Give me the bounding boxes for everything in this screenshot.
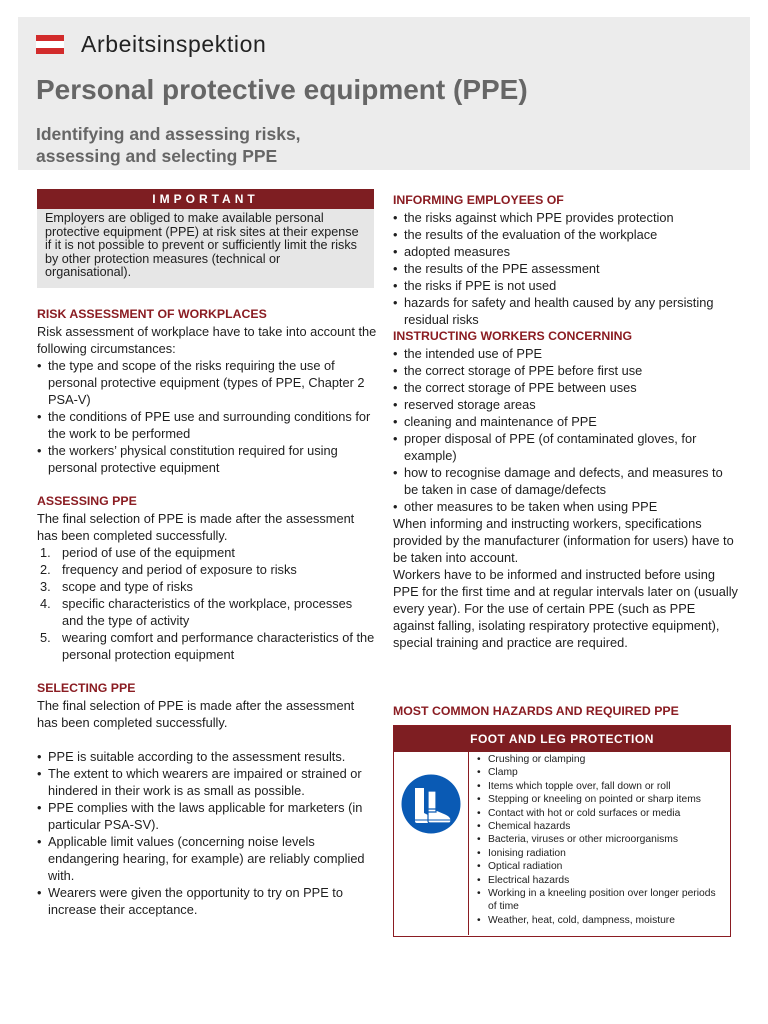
list-number: 4. — [40, 595, 51, 611]
list-item: • The extent to which wearers are impaired or strained or hindered in their work is as small as possible. — [37, 765, 377, 799]
subtitle-line: assessing and selecting PPE — [36, 146, 278, 166]
instructing-paragraph: Workers have to be informed and instructed before using PPE for the first time and at regular intervals later on (usually every year). For the use of certain PPE (such as PPE against falling, isolating respiratory protective equipment), special training and practice are required. — [393, 567, 738, 650]
list-number: 3. — [40, 578, 51, 594]
list-text: specific characteristics of the workplace, processes and the type of activity — [62, 595, 353, 628]
assessing-ppe-intro: The final selection of PPE is made after the assessment has been completed successfully. — [37, 510, 355, 543]
list-item: • reserved storage areas — [393, 396, 738, 413]
list-text: scope and type of risks — [62, 578, 193, 594]
informing-heading: INFORMING EMPLOYEES OF — [393, 193, 564, 207]
list-text: period of use of the equipment — [62, 544, 235, 560]
list-item — [37, 561, 377, 578]
austrian-flag-icon — [36, 35, 64, 54]
list-item: • Working in a kneeling position over longer periods of time — [477, 887, 724, 914]
list-item: • the correct storage of PPE between uses — [393, 379, 738, 396]
list-item: • Applicable limit values (concerning noise levels endangering hearing, for example) are reliably complied with. — [37, 833, 377, 884]
list-item: • the results of the evaluation of the workplace — [393, 226, 738, 243]
hazards-heading: MOST COMMON HAZARDS AND REQUIRED PPE — [393, 704, 679, 718]
list-number: 5. — [40, 629, 51, 645]
important-label: IMPORTANT — [37, 189, 374, 209]
list-number: 2. — [40, 561, 51, 577]
list-item: • Clamp — [477, 766, 724, 779]
instructing-paragraph: When informing and instructing workers, specifications provided by the manufacturer (information for users) have to be taken into account. — [393, 516, 734, 565]
list-item: • the correct storage of PPE before first use — [393, 362, 738, 379]
list-item: • adopted measures — [393, 243, 738, 260]
risk-assessment-intro: Risk assessment of workplace have to take into account the following circumstances: — [37, 323, 377, 356]
list-item: • Wearers were given the opportunity to try on PPE to increase their acceptance. — [37, 884, 377, 918]
risk-assessment-list — [37, 357, 377, 476]
selecting-ppe-heading: SELECTING PPE — [37, 680, 136, 695]
list-item: • Contact with hot or cold surfaces or media — [477, 807, 724, 820]
list-item: • Weather, heat, cold, dampness, moisture — [477, 914, 724, 927]
left-column — [37, 189, 377, 918]
risk-assessment-heading: RISK ASSESSMENT OF WORKPLACES — [37, 306, 267, 321]
assessing-ppe-heading: ASSESSING PPE — [37, 493, 137, 508]
list-item: • Items which topple over, fall down or roll — [477, 780, 724, 793]
hazards-table — [393, 725, 731, 937]
selecting-ppe-intro: The final selection of PPE is made after the assessment has been completed successfully. — [37, 697, 355, 730]
assessing-ppe-list — [37, 544, 377, 663]
hazards-table-header: FOOT AND LEG PROTECTION — [394, 726, 730, 752]
list-text: wearing comfort and performance characteristics of the personal protection equipment — [62, 629, 375, 662]
selecting-ppe-list — [37, 748, 377, 918]
instructing-list — [393, 345, 738, 515]
list-item: • the workers’ physical constitution required for using personal protective equipment — [37, 442, 377, 476]
list-item — [37, 629, 377, 663]
important-text: Employers are obliged to make available personal protective equipment (PPE) at risk sites at their expense if it is not possible to prevent or sufficiently limit the risks by other protection measures (technical or organisational). — [45, 211, 359, 280]
subtitle-line: Identifying and assessing risks, — [36, 124, 301, 144]
informing-list — [393, 209, 738, 328]
brand-name: Arbeitsinspektion — [81, 31, 267, 57]
list-item: • Stepping or kneeling on pointed or sharp items — [477, 793, 724, 806]
list-item: • proper disposal of PPE (of contaminated gloves, for example) — [393, 430, 738, 464]
list-item: • other measures to be taken when using PPE — [393, 498, 738, 515]
brand — [36, 31, 266, 58]
list-item: • Optical radiation — [477, 860, 724, 873]
safety-boot-icon — [398, 771, 464, 837]
list-item: • Bacteria, viruses or other microorganisms — [477, 833, 724, 846]
list-item: • the conditions of PPE use and surrounding conditions for the work to be performed — [37, 408, 377, 442]
list-text: frequency and period of exposure to risks — [62, 561, 297, 577]
page-subtitle — [36, 123, 301, 167]
list-item: • PPE complies with the laws applicable for marketers (in particular PSA-SV). — [37, 799, 377, 833]
hazards-list — [469, 752, 730, 935]
list-item — [37, 578, 377, 595]
list-item: • Electrical hazards — [477, 874, 724, 887]
list-item: • the intended use of PPE — [393, 345, 738, 362]
list-item — [37, 544, 377, 561]
list-item — [37, 595, 377, 629]
list-item: • Crushing or clamping — [477, 753, 724, 766]
list-item: • PPE is suitable according to the assessment results. — [37, 748, 377, 765]
hazards-table-body — [394, 752, 730, 935]
instructing-heading: INSTRUCTING WORKERS CONCERNING — [393, 329, 633, 343]
list-item: • how to recognise damage and defects, and measures to be taken in case of damage/defects — [393, 464, 738, 498]
document-header — [18, 17, 750, 170]
list-item: • cleaning and maintenance of PPE — [393, 413, 738, 430]
list-item: • the type and scope of the risks requiring the use of personal protective equipment (types of PPE, Chapter 2 PSA-V) — [37, 357, 377, 408]
list-item: • the risks if PPE is not used — [393, 277, 738, 294]
list-item: • hazards for safety and health caused by any persisting residual risks — [393, 294, 738, 328]
list-number: 1. — [40, 544, 51, 560]
list-item: • the risks against which PPE provides protection — [393, 209, 738, 226]
hazards-icon-cell — [394, 752, 469, 935]
page-title: Personal protective equipment (PPE) — [36, 74, 528, 105]
important-box — [37, 189, 374, 288]
right-column — [393, 192, 738, 720]
list-item: • the results of the PPE assessment — [393, 260, 738, 277]
list-item: • Ionising radiation — [477, 847, 724, 860]
list-item: • Chemical hazards — [477, 820, 724, 833]
